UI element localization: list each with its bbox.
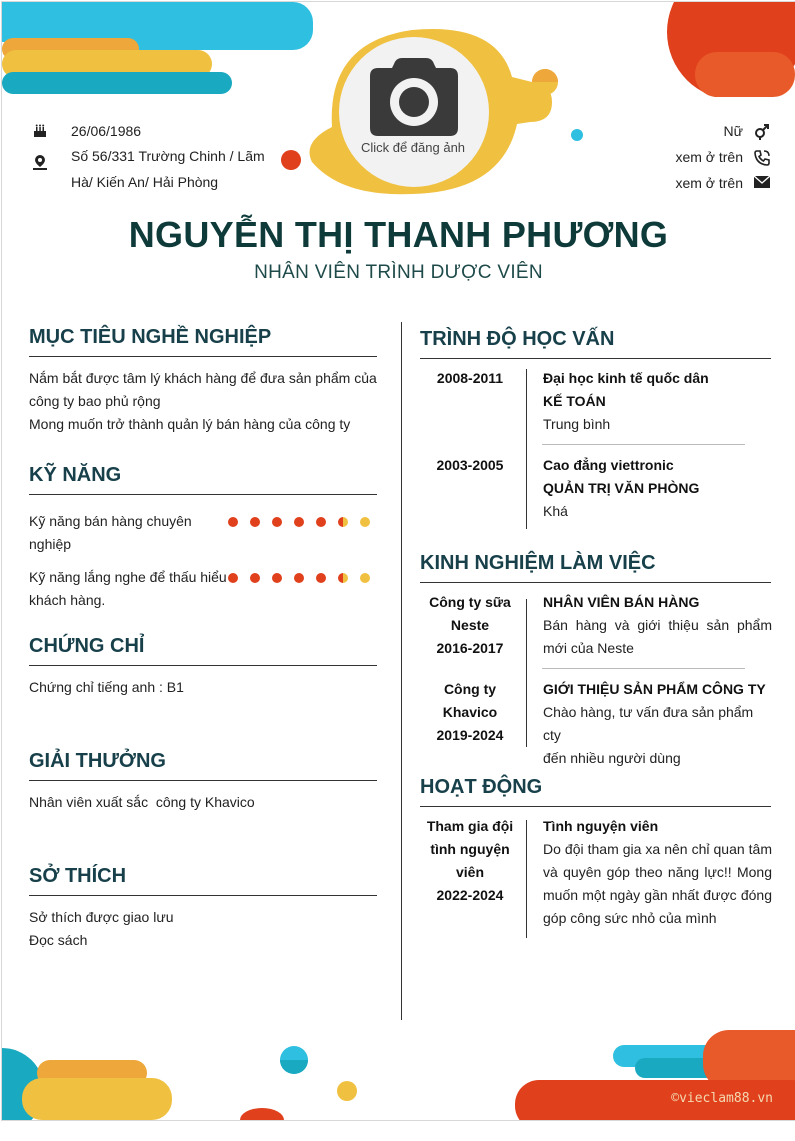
rating-dot: [294, 573, 304, 583]
job-role: GIỚI THIỆU SẢN PHẨM CÔNG TY: [543, 681, 766, 697]
education-title: TRÌNH ĐỘ HỌC VẤN: [420, 328, 615, 350]
job-desc: Chào hàng, tư vấn đưa sản phẩm cty: [543, 704, 754, 743]
birthday-row: [29, 123, 141, 139]
rating-dot: [360, 573, 370, 583]
skill-name: khách hàng.: [29, 592, 106, 608]
school-name: Đại học kinh tế quốc dân: [543, 370, 709, 386]
company-name: Công ty: [443, 681, 497, 697]
education-item: [543, 454, 773, 523]
rating-dot: [316, 517, 326, 527]
objective-line: công ty bao phủ rộng: [29, 393, 161, 409]
decor-top-right: [665, 2, 795, 97]
education-item: [543, 367, 773, 436]
rating-dot: [360, 517, 370, 527]
awards-underline: [29, 780, 377, 781]
certificates-title: CHỨNG CHỈ: [29, 635, 145, 657]
rating-dot: [316, 573, 326, 583]
gender-value: Nữ: [723, 123, 743, 139]
gender-icon: [753, 123, 771, 140]
birthday-cake-icon: [29, 123, 51, 138]
activity-org-line: tình nguyện: [430, 841, 510, 857]
rating-dot: [294, 517, 304, 527]
activity-item: [543, 815, 772, 930]
skill-name: nghiệp: [29, 536, 72, 552]
certificates-underline: [29, 665, 377, 666]
certificate-line: Chứng chỉ tiếng anh : B1: [29, 679, 184, 695]
work-period: 2016-2017: [436, 640, 504, 656]
experience-item: [543, 591, 772, 660]
activity-org: [420, 815, 520, 907]
experience-item: [543, 678, 772, 770]
location-pin-icon: [29, 149, 51, 170]
hobbies-underline: [29, 895, 377, 896]
hobby-line: Đọc sách: [29, 932, 88, 948]
phone-row: [675, 149, 771, 166]
job-role: NHÂN VIÊN BÁN HÀNG: [543, 594, 700, 610]
column-divider: [401, 322, 402, 1020]
rating-dot: [272, 573, 282, 583]
activities-underline: [420, 806, 771, 807]
skills-title: KỸ NĂNG: [29, 464, 122, 486]
activity-org-line: viên: [455, 864, 484, 880]
experience-separator: [542, 668, 745, 669]
photo-upload-label[interactable]: Click để đăng ảnh: [360, 140, 466, 155]
activity-desc: Do đội tham gia xa nên chỉ quan tâm: [543, 841, 772, 857]
activities-timeline-line: [526, 820, 527, 938]
skill-name: Kỹ năng bán hàng chuyên: [29, 513, 192, 529]
objective-text: [29, 367, 389, 436]
candidate-position: NHÂN VIÊN TRÌNH DƯỢC VIÊN: [254, 262, 543, 283]
experience-timeline-line: [526, 599, 527, 747]
rating-dot: [250, 517, 260, 527]
rating-dot: [228, 573, 238, 583]
decor-bottom-right: [515, 1030, 795, 1120]
experience-company: [420, 678, 520, 747]
envelope-icon: [753, 175, 771, 188]
objective-title: MỤC TIÊU NGHỀ NGHIỆP: [29, 326, 272, 348]
skill-item: [29, 510, 229, 556]
award-line: Nhân viên xuất sắc công ty Khavico: [29, 794, 255, 810]
skill-rating: [228, 517, 370, 527]
activity-role: Tình nguyện viên: [543, 818, 659, 834]
education-period: 2003-2005: [436, 457, 504, 473]
major-name: KẾ TOÁN: [543, 393, 606, 409]
education-separator: [542, 444, 745, 445]
activity-desc: và quyên góp theo năng lực!! Mong: [543, 864, 772, 880]
awards-title: GIẢI THƯỞNG: [29, 750, 166, 772]
objective-line: Mong muốn trở thành quản lý bán hàng của công ty: [29, 416, 351, 432]
hobby-line: Sở thích được giao lưu: [29, 909, 174, 925]
cv-page: [1, 1, 795, 1121]
rating-dot: [338, 573, 348, 583]
activity-period: 2022-2024: [436, 887, 504, 903]
grade: Trung bình: [543, 416, 611, 432]
experience-title: KINH NGHIỆM LÀM VIỆC: [420, 552, 656, 574]
grade: Khá: [543, 503, 568, 519]
job-desc: đến nhiều người dùng: [543, 750, 681, 766]
education-timeline-line: [526, 369, 527, 529]
hobbies-title: SỞ THÍCH: [29, 865, 127, 887]
activity-desc: góp công sức nhỏ của mình: [543, 910, 717, 926]
rating-dot: [272, 517, 282, 527]
address-line-1: Số 56/331 Trường Chinh / Lãm: [71, 148, 265, 164]
phone-icon: [753, 149, 771, 166]
objective-underline: [29, 356, 377, 357]
address-row: [29, 149, 265, 195]
skill-name: Kỹ năng lắng nghe để thấu hiểu: [29, 569, 227, 585]
experience-company: [420, 591, 520, 660]
gender-row: [724, 123, 771, 140]
camera-icon[interactable]: [368, 58, 460, 138]
rating-dot: [228, 517, 238, 527]
company-name: Khavico: [442, 704, 498, 720]
company-name: Neste: [450, 617, 490, 633]
education-period: 2008-2011: [436, 370, 504, 386]
rating-dot: [338, 517, 348, 527]
experience-underline: [420, 582, 771, 583]
address-line-2: Hà/ Kiến An/ Hải Phòng: [71, 174, 219, 190]
skill-item: [29, 566, 229, 612]
decor-bottom-left: [2, 1030, 372, 1120]
job-desc: Bán hàng và giới thiệu sản phẩm: [543, 617, 772, 633]
activity-org-line: Tham gia đội: [426, 818, 514, 834]
rating-dot: [250, 573, 260, 583]
email-value: xem ở trên: [675, 175, 743, 191]
company-name: Công ty sữa: [429, 594, 511, 610]
watermark: ©vieclam88.vn: [671, 1091, 773, 1106]
activity-desc: muốn một ngày gần nhất được đóng: [543, 887, 772, 903]
hobbies-text: [29, 906, 174, 952]
phone-value: xem ở trên: [675, 149, 743, 165]
skill-rating: [228, 573, 370, 583]
email-row: [675, 175, 771, 191]
candidate-name: NGUYỄN THỊ THANH PHƯƠNG: [128, 214, 669, 255]
major-name: QUẢN TRỊ VĂN PHÒNG: [543, 480, 700, 496]
work-period: 2019-2024: [436, 727, 504, 743]
activities-title: HOẠT ĐỘNG: [420, 776, 543, 798]
school-name: Cao đẳng viettronic: [543, 457, 674, 473]
skills-underline: [29, 494, 377, 495]
job-desc: mới của Neste: [543, 640, 634, 656]
education-underline: [420, 358, 771, 359]
objective-line: Nắm bắt được tâm lý khách hàng để đưa sản phẩm của: [29, 370, 377, 386]
birthday-value: 26/06/1986: [71, 123, 142, 139]
